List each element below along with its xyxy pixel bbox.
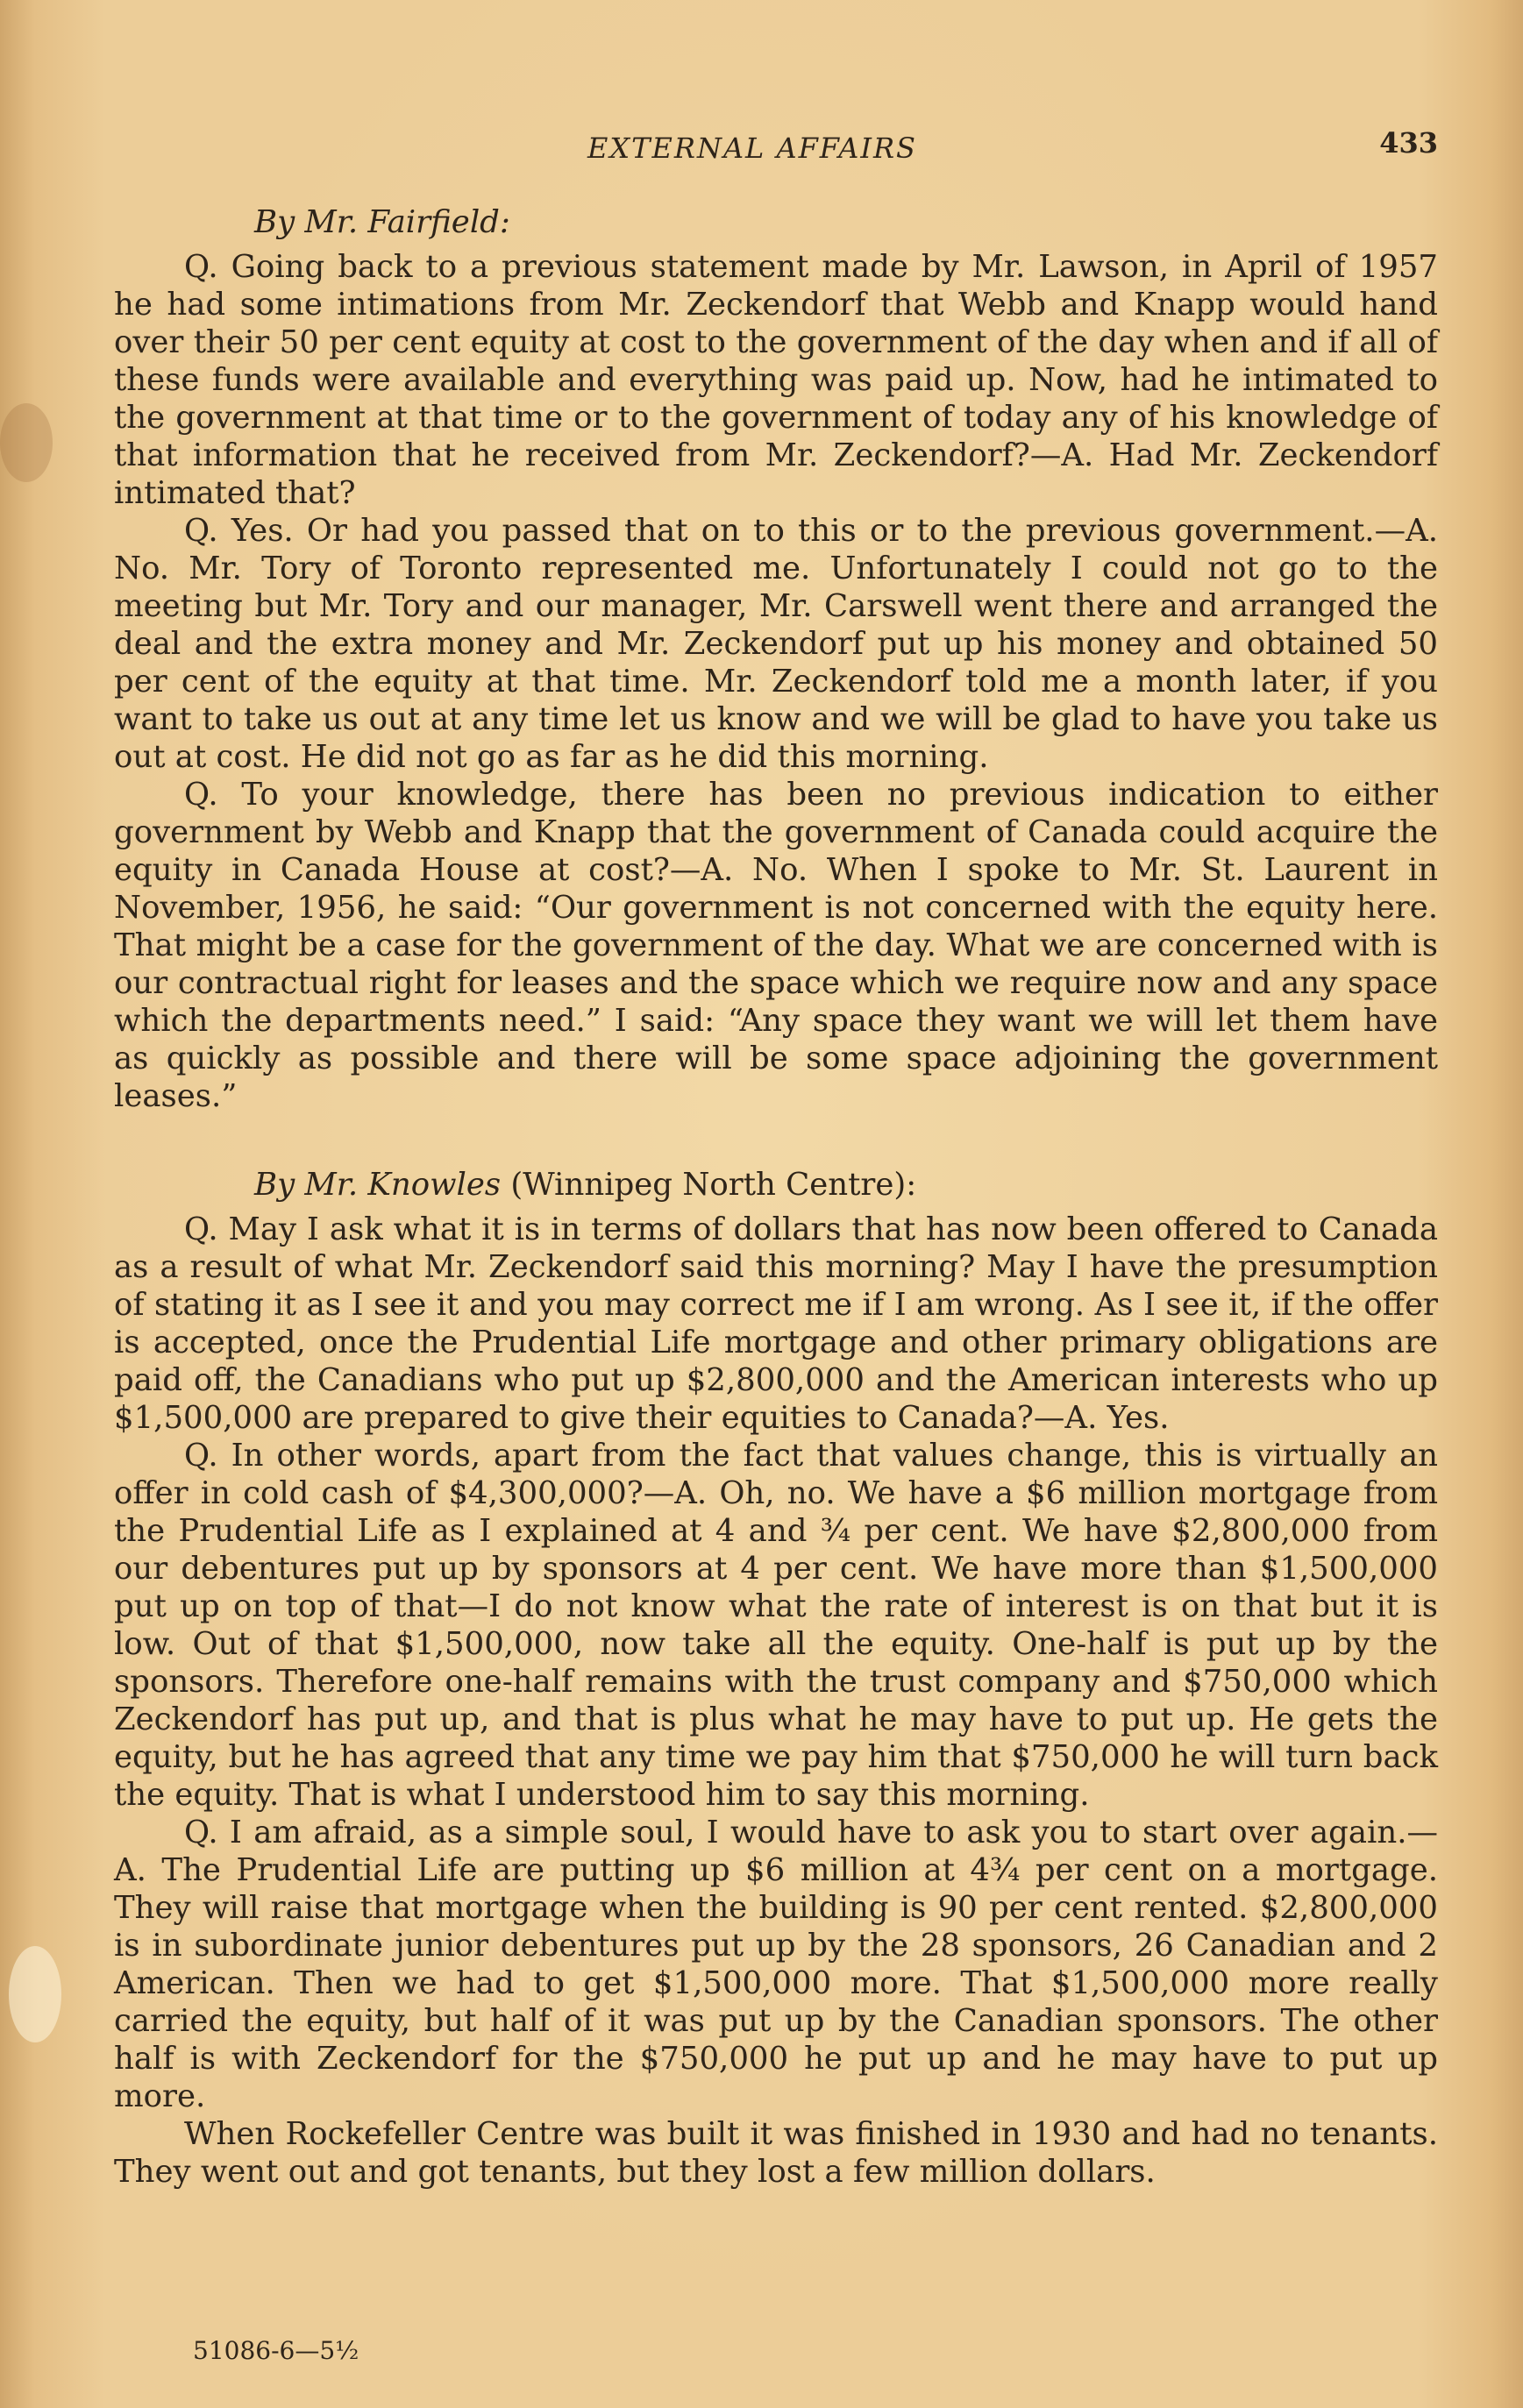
section-heading bbox=[254, 1166, 1438, 1204]
running-title: EXTERNAL AFFAIRS bbox=[587, 131, 917, 165]
paper-stain bbox=[9, 1946, 61, 2042]
paragraph: Q. I am afraid, as a simple soul, I would have to ask you to start over again.—A. The Prudential Life are putting up $6 million at 4¾ per cent on a mortgage. They will raise that mortgage when the building is 90 per cent rented. $2,800,000 is in subordinate junior debentures put up by the 28 sponsors, 26 Canadian and 2 American. Then we had to get $1,500,000 more. That $1,500,000 more really carried the equity, but half of it was put up by the Canadian sponsors. The other half is with Zeckendorf for the $750,000 he put up and he may have to put up more. bbox=[114, 1815, 1438, 2114]
speaker-name: By Mr. Knowles bbox=[254, 1167, 502, 1203]
running-head bbox=[114, 126, 1438, 175]
speaker-riding: (Winnipeg North Centre): bbox=[501, 1167, 917, 1203]
page-number: 433 bbox=[1379, 126, 1438, 160]
footer-print-code: 51086-6—5½ bbox=[193, 2336, 359, 2365]
paragraph: Q. Going back to a previous statement made by Mr. Lawson, in April of 1957 he had some intimations from Mr. Zeckendorf that Webb and Knapp would hand over their 50 per cent equity at cost to the government of the day when and if all of these funds were available and everything was paid up. Now, had he intimated to the government at that time or to the government of today any of his knowledge of that information that he received from Mr. Zeckendorf?—A. Had Mr. Zeckendorf intimated that? bbox=[114, 249, 1438, 511]
paper-stain bbox=[0, 403, 53, 482]
paragraph: Q. Yes. Or had you passed that on to this or to the previous government.—A. No. Mr. Tory of Toronto represented me. Unfortunately I could not go to the meeting but Mr. Tory and our manager, Mr. Carswell went there and arranged the deal and the extra money and Mr. Zeckendorf put up his money and obtained 50 per cent of the equity at that time. Mr. Zeckendorf told me a month later, if you want to take us out at any time let us know and we will be glad to have you take us out at cost. He did not go as far as he did this morning. bbox=[114, 513, 1438, 775]
section-heading bbox=[254, 203, 1438, 241]
paragraph: Q. May I ask what it is in terms of dollars that has now been offered to Canada as a result of what Mr. Zeckendorf said this morning? May I have the presumption of stating it as I see it and you may correct me if I am wrong. As I see it, if the offer is accepted, once the Prudential Life mortgage and other primary obligations are paid off, the Canadians who put up $2,800,000 and the American interests who up $1,500,000 are prepared to give their equities to Canada?—A. Yes. bbox=[114, 1211, 1438, 1436]
body-text bbox=[114, 203, 1438, 2191]
paragraph: Q. In other words, apart from the fact that values change, this is virtually an offer in cold cash of $4,300,000?—A. Oh, no. We have a $6 million mortgage from the Prudential Life as I explained at 4 and ¾ per cent. We have $2,800,000 from our debentures put up by sponsors at 4 per cent. We have more than $1,500,000 put up on top of that—I do not know what the rate of interest is on that but it is low. Out of that $1,500,000, now take all the equity. One-half is put up by the sponsors. Therefore one-half remains with the trust company and $750,000 which Zeckendorf has put up, and that is plus what he may have to put up. He gets the equity, but he has agreed that any time we pay him that $750,000 he will turn back the equity. That is what I understood him to say this morning. bbox=[114, 1438, 1438, 1813]
paragraph: Q. To your knowledge, there has been no previous indication to either government by Webb and Knapp that the government of Canada could acquire the equity in Canada House at cost?—A. No. When I spoke to Mr. St. Laurent in November, 1956, he said: “Our government is not concerned with the equity here. That might be a case for the government of the day. What we are concerned with is our contractual right for leases and the space which we require now and any space which the departments need.” I said: “Any space they want we will let them have as quickly as possible and there will be some space adjoining the government leases.” bbox=[114, 777, 1438, 1114]
paragraph: When Rockefeller Centre was built it was finished in 1930 and had no tenants. They went out and got tenants, but they lost a few million dollars. bbox=[114, 2116, 1438, 2190]
speaker-name: By Mr. Fairfield: bbox=[254, 204, 510, 240]
